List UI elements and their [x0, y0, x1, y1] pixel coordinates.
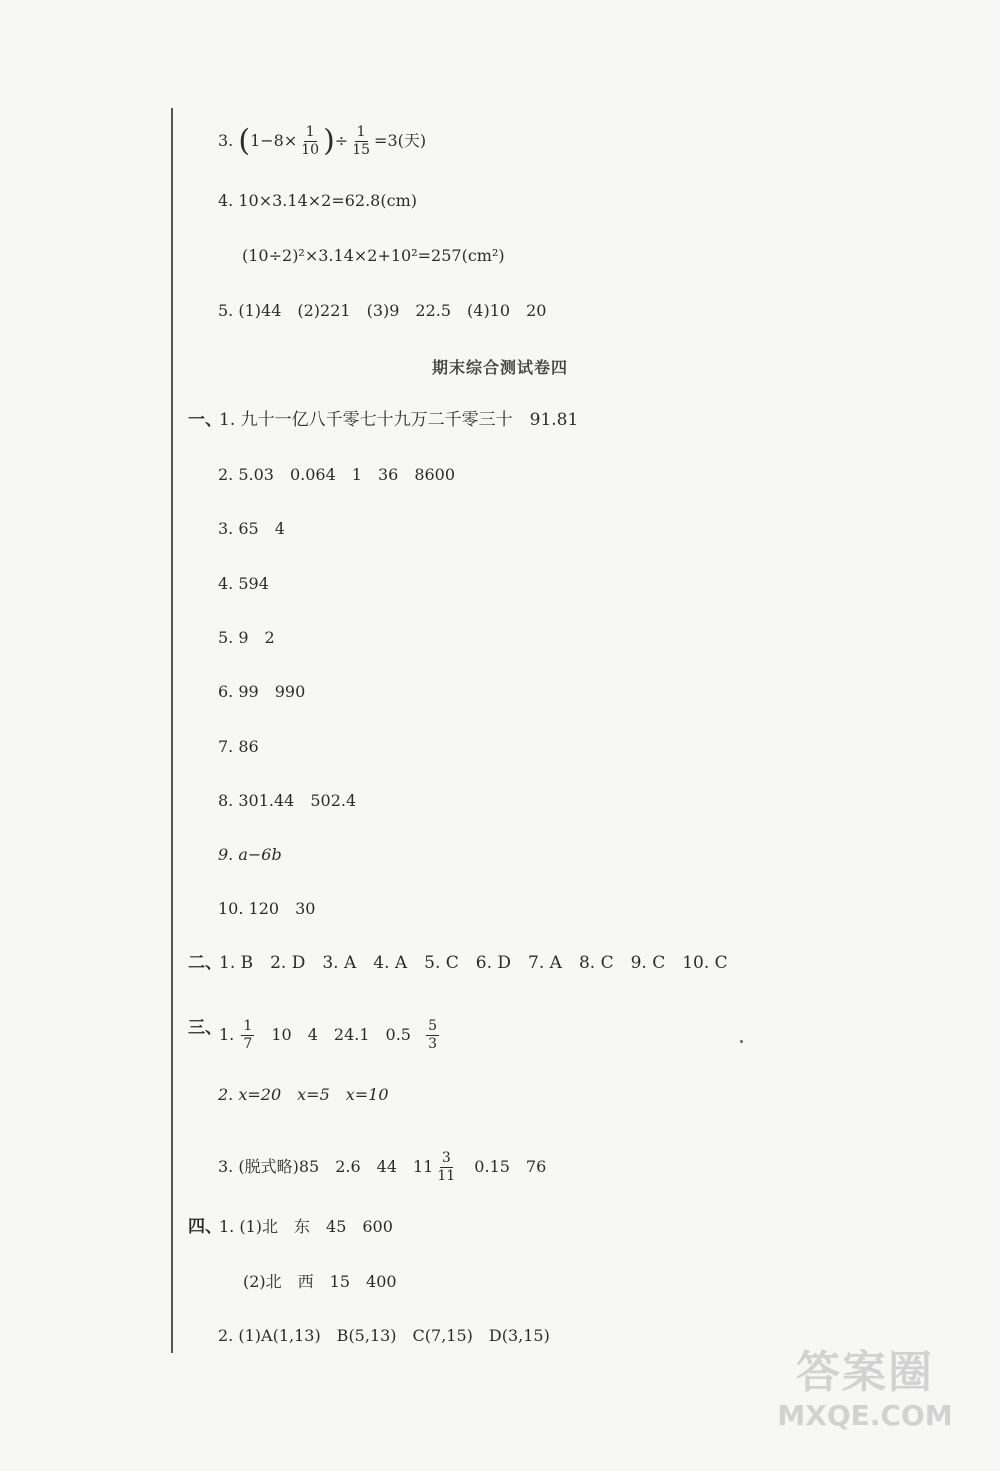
answer-3-line: 3. (1−8× $\frac{1}{10}$ )÷ $\frac{1}{15}$ =3(天): [218, 123, 427, 159]
section-1-item-2: 2. 5.03 0.064 1 36 8600: [218, 465, 456, 484]
fraction-1-15: $\frac{1}{15}$: [352, 124, 371, 158]
section-1-item-10: 10. 120 30: [218, 899, 316, 918]
watermark-url: MXQE.COM: [777, 1399, 953, 1432]
section-2-label: 二、: [188, 953, 222, 973]
fraction-1-10: $\frac{1}{10}$: [301, 124, 320, 158]
answer-3-result: =3(天): [374, 131, 427, 150]
section-1-item-3: 3. 65 4: [218, 519, 285, 538]
section-1-item-6: 6. 99 990: [218, 682, 306, 701]
section-4-label: 四、: [188, 1217, 222, 1237]
watermark-logo-text: 答案圈: [796, 1347, 934, 1398]
section-4-item-1b: (2)北 西 15 400: [243, 1272, 397, 1291]
section-3-item-1: 1. $\frac{1}{7}$ 10 4 24.1 0.5 $\frac{5}{3}$: [219, 1018, 438, 1052]
section-1-item-9: 9. a−6b: [218, 845, 282, 864]
print-speck: [740, 1040, 743, 1043]
section-1-item-4: 4. 594: [218, 574, 269, 593]
section-2-answers: 1. B 2. D 3. A 4. A 5. C 6. D 7. A 8. C 9. C 10. C: [219, 953, 728, 973]
section-3-label: 三、: [188, 1018, 222, 1038]
section-4-item-2: 2. (1)A(1,13) B(5,13) C(7,15) D(3,15): [218, 1326, 550, 1345]
section-1-item-8: 8. 301.44 502.4: [218, 791, 357, 810]
fraction-1-7: $\frac{1}{7}$: [243, 1018, 253, 1052]
section-3-item-2: 2. x=20 x=5 x=10: [218, 1085, 389, 1104]
answer-3-number: 3.: [218, 131, 234, 150]
answer-5-line: 5. (1)44 (2)221 (3)9 22.5 (4)10 20: [218, 301, 547, 320]
section-4-item-1a: 1. (1)北 东 45 600: [219, 1217, 393, 1236]
fraction-5-3: $\frac{5}{3}$: [428, 1018, 438, 1052]
answer-3-expr: 1−8×: [250, 131, 298, 150]
fraction-3-11: $\frac{3}{11}$: [437, 1150, 456, 1184]
page-heading: 期末综合测试卷四: [431, 358, 568, 377]
answer-4-line-b: (10÷2)²×3.14×2+10²=257(cm²): [242, 246, 505, 265]
section-3-item-3: 3. (脱式略)85 2.6 44 11 $\frac{3}{11}$ 0.15 76: [218, 1150, 547, 1184]
section-1-item-5: 5. 9 2: [218, 628, 275, 647]
answer-4-line-a: 4. 10×3.14×2=62.8(cm): [218, 191, 417, 210]
margin-rule: [171, 108, 173, 1353]
section-1-item-1: 1. 九十一亿八千零七十九万二千零三十 91.81: [219, 410, 579, 430]
section-1-item-7: 7. 86: [218, 737, 259, 756]
section-1-label: 一、: [188, 410, 222, 430]
watermark: [750, 1347, 980, 1457]
